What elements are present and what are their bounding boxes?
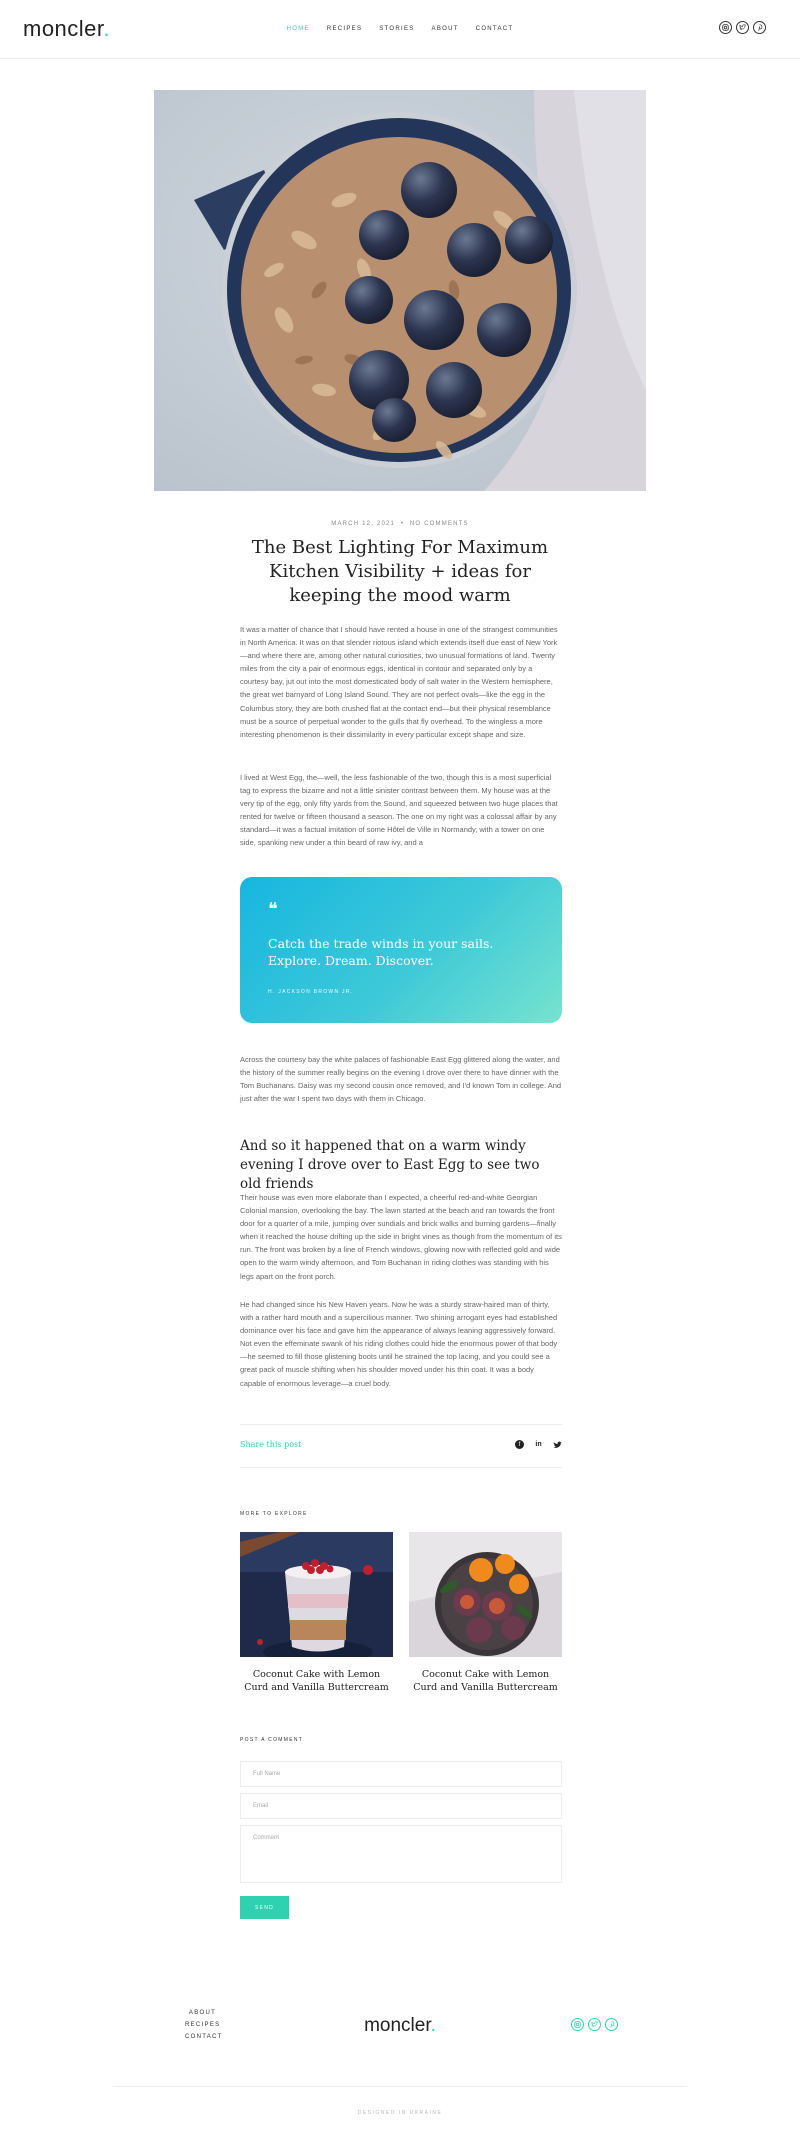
quote-icon: ❝ — [268, 899, 278, 920]
post-meta — [0, 521, 800, 527]
blockquote — [240, 877, 562, 1023]
header-social — [719, 21, 766, 34]
logo-dot: . — [103, 16, 111, 41]
comment-textarea[interactable]: Comment — [240, 1825, 562, 1883]
footer-link-contact[interactable]: CONTACT — [185, 2034, 223, 2040]
instagram-icon[interactable] — [719, 21, 732, 34]
send-button[interactable]: SEND — [240, 1896, 289, 1919]
footer-divider — [113, 2086, 687, 2087]
footer-logo-text: moncler — [364, 2015, 431, 2036]
instagram-icon[interactable] — [571, 2018, 584, 2031]
footer-logo[interactable] — [0, 2015, 800, 2037]
nav-recipes[interactable]: RECIPES — [326, 26, 363, 32]
footer-social — [571, 2018, 618, 2031]
facebook-icon[interactable]: f — [515, 1440, 524, 1449]
card-image-parfait[interactable] — [240, 1532, 393, 1657]
paragraph-3: Across the courtesy bay the white palaces of fashionable East Egg glittered along the water, and the history of the summer really begins on the evening I drove over there to have dinner with the Tom Buchanans. Daisy was my second cousin once removed, and I'd known Tom in college. And just after the war I spent two days with them in Chicago. — [240, 1055, 562, 1104]
nav-home[interactable]: HOME — [286, 26, 310, 32]
twitter-icon[interactable] — [553, 1440, 562, 1449]
pinterest-icon[interactable] — [605, 2018, 618, 2031]
footer-link-about[interactable]: ABOUT — [188, 2010, 217, 2016]
full-name-input[interactable]: Full Name — [240, 1761, 562, 1787]
twitter-icon[interactable] — [588, 2018, 601, 2031]
nav-stories[interactable]: STORIES — [379, 26, 415, 32]
post-comments-link[interactable]: NO COMMENTS — [409, 521, 469, 527]
footer-logo-dot: . — [430, 2015, 436, 2036]
card-image-figs[interactable] — [409, 1532, 562, 1657]
twitter-icon[interactable] — [736, 21, 749, 34]
more-to-explore-label: MORE TO EXPLORE — [240, 1511, 308, 1517]
post-comment-label: POST A COMMENT — [240, 1737, 304, 1743]
site-header — [0, 0, 800, 59]
share-bar — [240, 1424, 562, 1468]
share-icons — [515, 1440, 562, 1449]
card-title-2[interactable]: Coconut Cake with Lemon Curd and Vanilla Buttercream — [413, 1669, 558, 1693]
pinterest-icon[interactable] — [753, 21, 766, 34]
meta-separator: • — [400, 521, 405, 527]
main-nav — [0, 26, 800, 32]
logo-text: moncler — [23, 16, 104, 41]
footer-link-recipes[interactable]: RECIPES — [185, 2022, 221, 2028]
email-input[interactable]: Email — [240, 1793, 562, 1819]
footer-credit: DESIGNED IN UKRAINE — [357, 2110, 443, 2116]
paragraph-2: I lived at West Egg, the—well, the less fashionable of the two, though this is a most superficial tag to express the bizarre and not a little sinister contrast between them. My house was at the very tip of the egg, only fifty yards from the Sound, and squeezed between two huge places that rented for twelve or fifteen thousand a season. The one on my right was a colossal affair by any standard—it was a factual imitation of some Hôtel de Ville in Normandy, with a tower on one side, spanking new under a thin beard of raw ivy, and a — [240, 773, 558, 848]
hero-image — [154, 90, 646, 491]
share-label: Share this post — [240, 1440, 302, 1449]
quote-author: H. JACKSON BROWN JR. — [268, 989, 354, 995]
nav-contact[interactable]: CONTACT — [475, 26, 514, 32]
quote-text: Catch the trade winds in your sails. Explore. Dream. Discover. — [268, 936, 494, 968]
paragraph-5: He had changed since his New Haven years. Now he was a sturdy straw-haired man of thirty, with a rather hard mouth and a supercilious manner. Two shining arrogant eyes had established dominance over his face and gave him the appearance of always leaning aggressively forward. Not even the effeminate swank of his riding clothes could hide the enormous power of that body—he seemed to fill those glistening boots until he strained the top lacing, and you could see a great pack of muscle shifting when his shoulder moved under his thin coat. It was a body capable of enormous leverage—a cruel body. — [240, 1300, 558, 1388]
post-date: MARCH 12, 2021 — [331, 521, 396, 527]
linkedin-icon[interactable]: in — [535, 1441, 542, 1448]
post-title: The Best Lighting For Maximum Kitchen Visibility + ideas for keeping the mood warm — [251, 537, 549, 606]
nav-about[interactable]: ABOUT — [431, 26, 459, 32]
card-title-1[interactable]: Coconut Cake with Lemon Curd and Vanilla Buttercream — [244, 1669, 389, 1693]
paragraph-4: Their house was even more elaborate than I expected, a cheerful red-and-white Georgian Colonial mansion, overlooking the bay. The lawn started at the beach and ran towards the front door for a quarter of a mile, jumping over sundials and brick walks and burning gardens—finally when it reached the house drifting up the side in bright vines as though from the momentum of its run. The front was broken by a line of French windows, glowing now with reflected gold and wide open to the warm windy afternoon, and Tom Buchanan in riding clothes was standing with his legs apart on the front porch. — [240, 1193, 562, 1281]
paragraph-1: It was a matter of chance that I should have rented a house in one of the strangest communities in North America. It was on that slender riotous island which extends itself due east of New York—and where there are, among other natural curiosities, two unusual formations of land. Twenty miles from the city a pair of enormous eggs, identical in contour and separated only by a courtesy bay, jut out into the most domesticated body of salt water in the Western hemisphere, the great wet barnyard of Long Island Sound. They are not perfect ovals—like the egg in the Columbus story, they are both crushed flat at the contact end—but their physical resemblance must be a source of perpetual wonder to the gulls that fly overhead. To the wingless a more interesting phenomenon is their dissimilarity in every particular except shape and size. — [240, 625, 558, 739]
section-heading: And so it happened that on a warm windy evening I drove over to East Egg to see two old friends — [240, 1138, 540, 1192]
